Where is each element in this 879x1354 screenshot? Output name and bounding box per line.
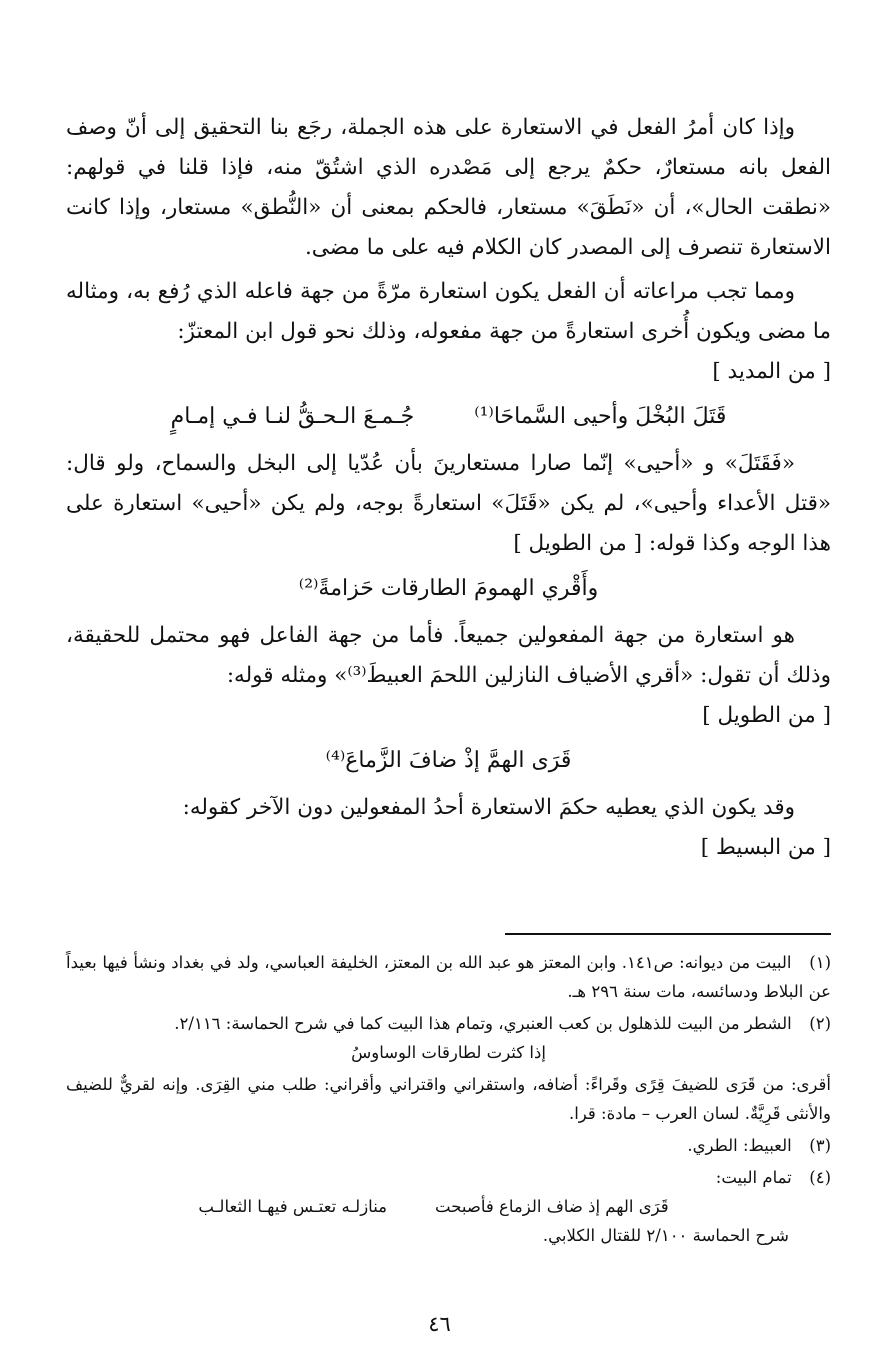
footnotes [66,948,831,1253]
verse-1-hemistich-b: قَتَلَ البُخْلَ وأحيى السَّماحَا⁽¹⁾ [474,404,727,429]
footnote-3 [66,1131,831,1160]
footnote-4-verse [66,1192,831,1221]
main-text [66,108,831,872]
paragraph-1: وإذا كان أمرُ الفعل في الاستعارة على هذه الجملة، رجَع بنا التحقيق إلى أنّ وصف الفعل بانه مستعارٌ، حكمٌ يرجع إلى مَصْدره الذي اشتُقّ منه، فإذا قلنا في قولهم: «نطقت الحال»، أن «نَطَقَ» مستعار، فالحكم بمعنى أن «النُّطق» مستعار، وإذا كانت الاستعارة تنصرف إلى المصدر كان الكلام فيه على ما مضى. [66,115,831,260]
paragraph-4-text: هو استعارة من جهة المفعولين جميعاً. فأما من جهة الفاعل فهو محتمل للحقيقة، وذلك أن تقول: «أقري الأضياف النازلين اللحمَ العبيطَ⁽³⁾» ومثله قوله: [66,623,831,688]
footnote-4-text: تمام البيت: [715,1168,792,1187]
paragraph-3 [66,444,831,564]
footnote-2-text: الشطر من البيت للذهلول بن كعب العنبري، وتمام هذا البيت كما في شرح الحماسة: ٢/١١٦. [174,1014,792,1033]
meter-label-1: [ من المديد ] [712,359,831,384]
verse-3-text: قَرَى الهمَّ إذْ ضافَ الزَّماعَ⁽⁴⁾ [325,748,572,773]
paragraph-2-text: ومما تجب مراعاته أن الفعل يكون استعارة مرّةً من جهة فاعله الذي رُفع به، ومثاله ما مضى ويكون أُخرى استعارةً من جهة مفعوله، وذلك نحو قول ابن المعتزّ: [66,279,831,344]
footnote-4-verse-b: منازلـه تعتـس فيهـا الثعالـب [198,1197,388,1216]
paragraph-2 [66,272,831,392]
footnote-1-number: (١) [809,953,831,972]
footnote-2 [66,1009,831,1067]
footnote-1 [66,948,831,1006]
footnote-4-number: (٤) [809,1168,831,1187]
page-number: ٤٦ [428,1312,451,1336]
meter-label-2: [ من الطويل ] [513,531,643,556]
paragraph-5-text: وقد يكون الذي يعطيه حكمَ الاستعارة أحدُ المفعولين دون الآخر كقوله: [182,795,795,820]
paragraph-3-text: «فَقَتَلَ» و «أحيى» إنّما صارا مستعارينَ بأن عُدّيا إلى البخل والسماح، ولو قال: «قتل الأعداء وأحيى»، لم يكن «قَتَلَ» استعارةً بوجه، ولم يكن «أحيى» استعارة على هذا الوجه وكذا قوله: [66,451,831,556]
footnote-1-text: البيت من ديوانه: ص١٤١. وابن المعتز هو عبد الله بن المعتز، الخليفة العباسي، ولد في بغداد ونشأ فيها بعيداً عن البلاط ودسائسه، مات سنة ٢٩٦ هـ. [66,953,831,1001]
footnote-separator [505,933,831,935]
verse-3 [66,740,831,782]
verse-2 [66,568,831,610]
footnote-4-verse-a: قَرَى الهم إذ ضاف الزماع فأصبحت [435,1197,669,1216]
footnote-2-verse: إذا كثرت لطارقات الوساوسُ [351,1043,546,1062]
footnote-2-number: (٢) [809,1014,831,1033]
footnote-2-gloss: أقرى: من قَرَى للضيفَ قِرًى وقَراءً: أضافه، واستقراني واقتراني وأقراني: طلب مني القِرَى. وإنه لقريٌّ للضيف والأنثى قَرِيَّةٌ. لسان العرب – مادة: قرا. [66,1075,831,1123]
meter-label-3: [ من الطويل ] [702,703,831,728]
paragraph-4 [66,616,831,736]
meter-label-4: [ من البسيط ] [700,835,831,860]
verse-1-hemistich-a: جُـمـعَ الـحـقُّ لنـا فـي إمـامٍ [170,404,415,429]
footnote-3-text: العبيط: الطري. [687,1136,792,1155]
verse-2-text: وأَقْري الهمومَ الطارقات حَزامةً⁽²⁾ [298,576,599,601]
paragraph-5 [66,788,831,868]
verse-1 [66,396,831,438]
footnote-4-source: شرح الحماسة ٢/١٠٠ للقتال الكلابي. [542,1226,789,1245]
footnote-4 [66,1163,831,1250]
footnote-3-number: (٣) [809,1136,831,1155]
